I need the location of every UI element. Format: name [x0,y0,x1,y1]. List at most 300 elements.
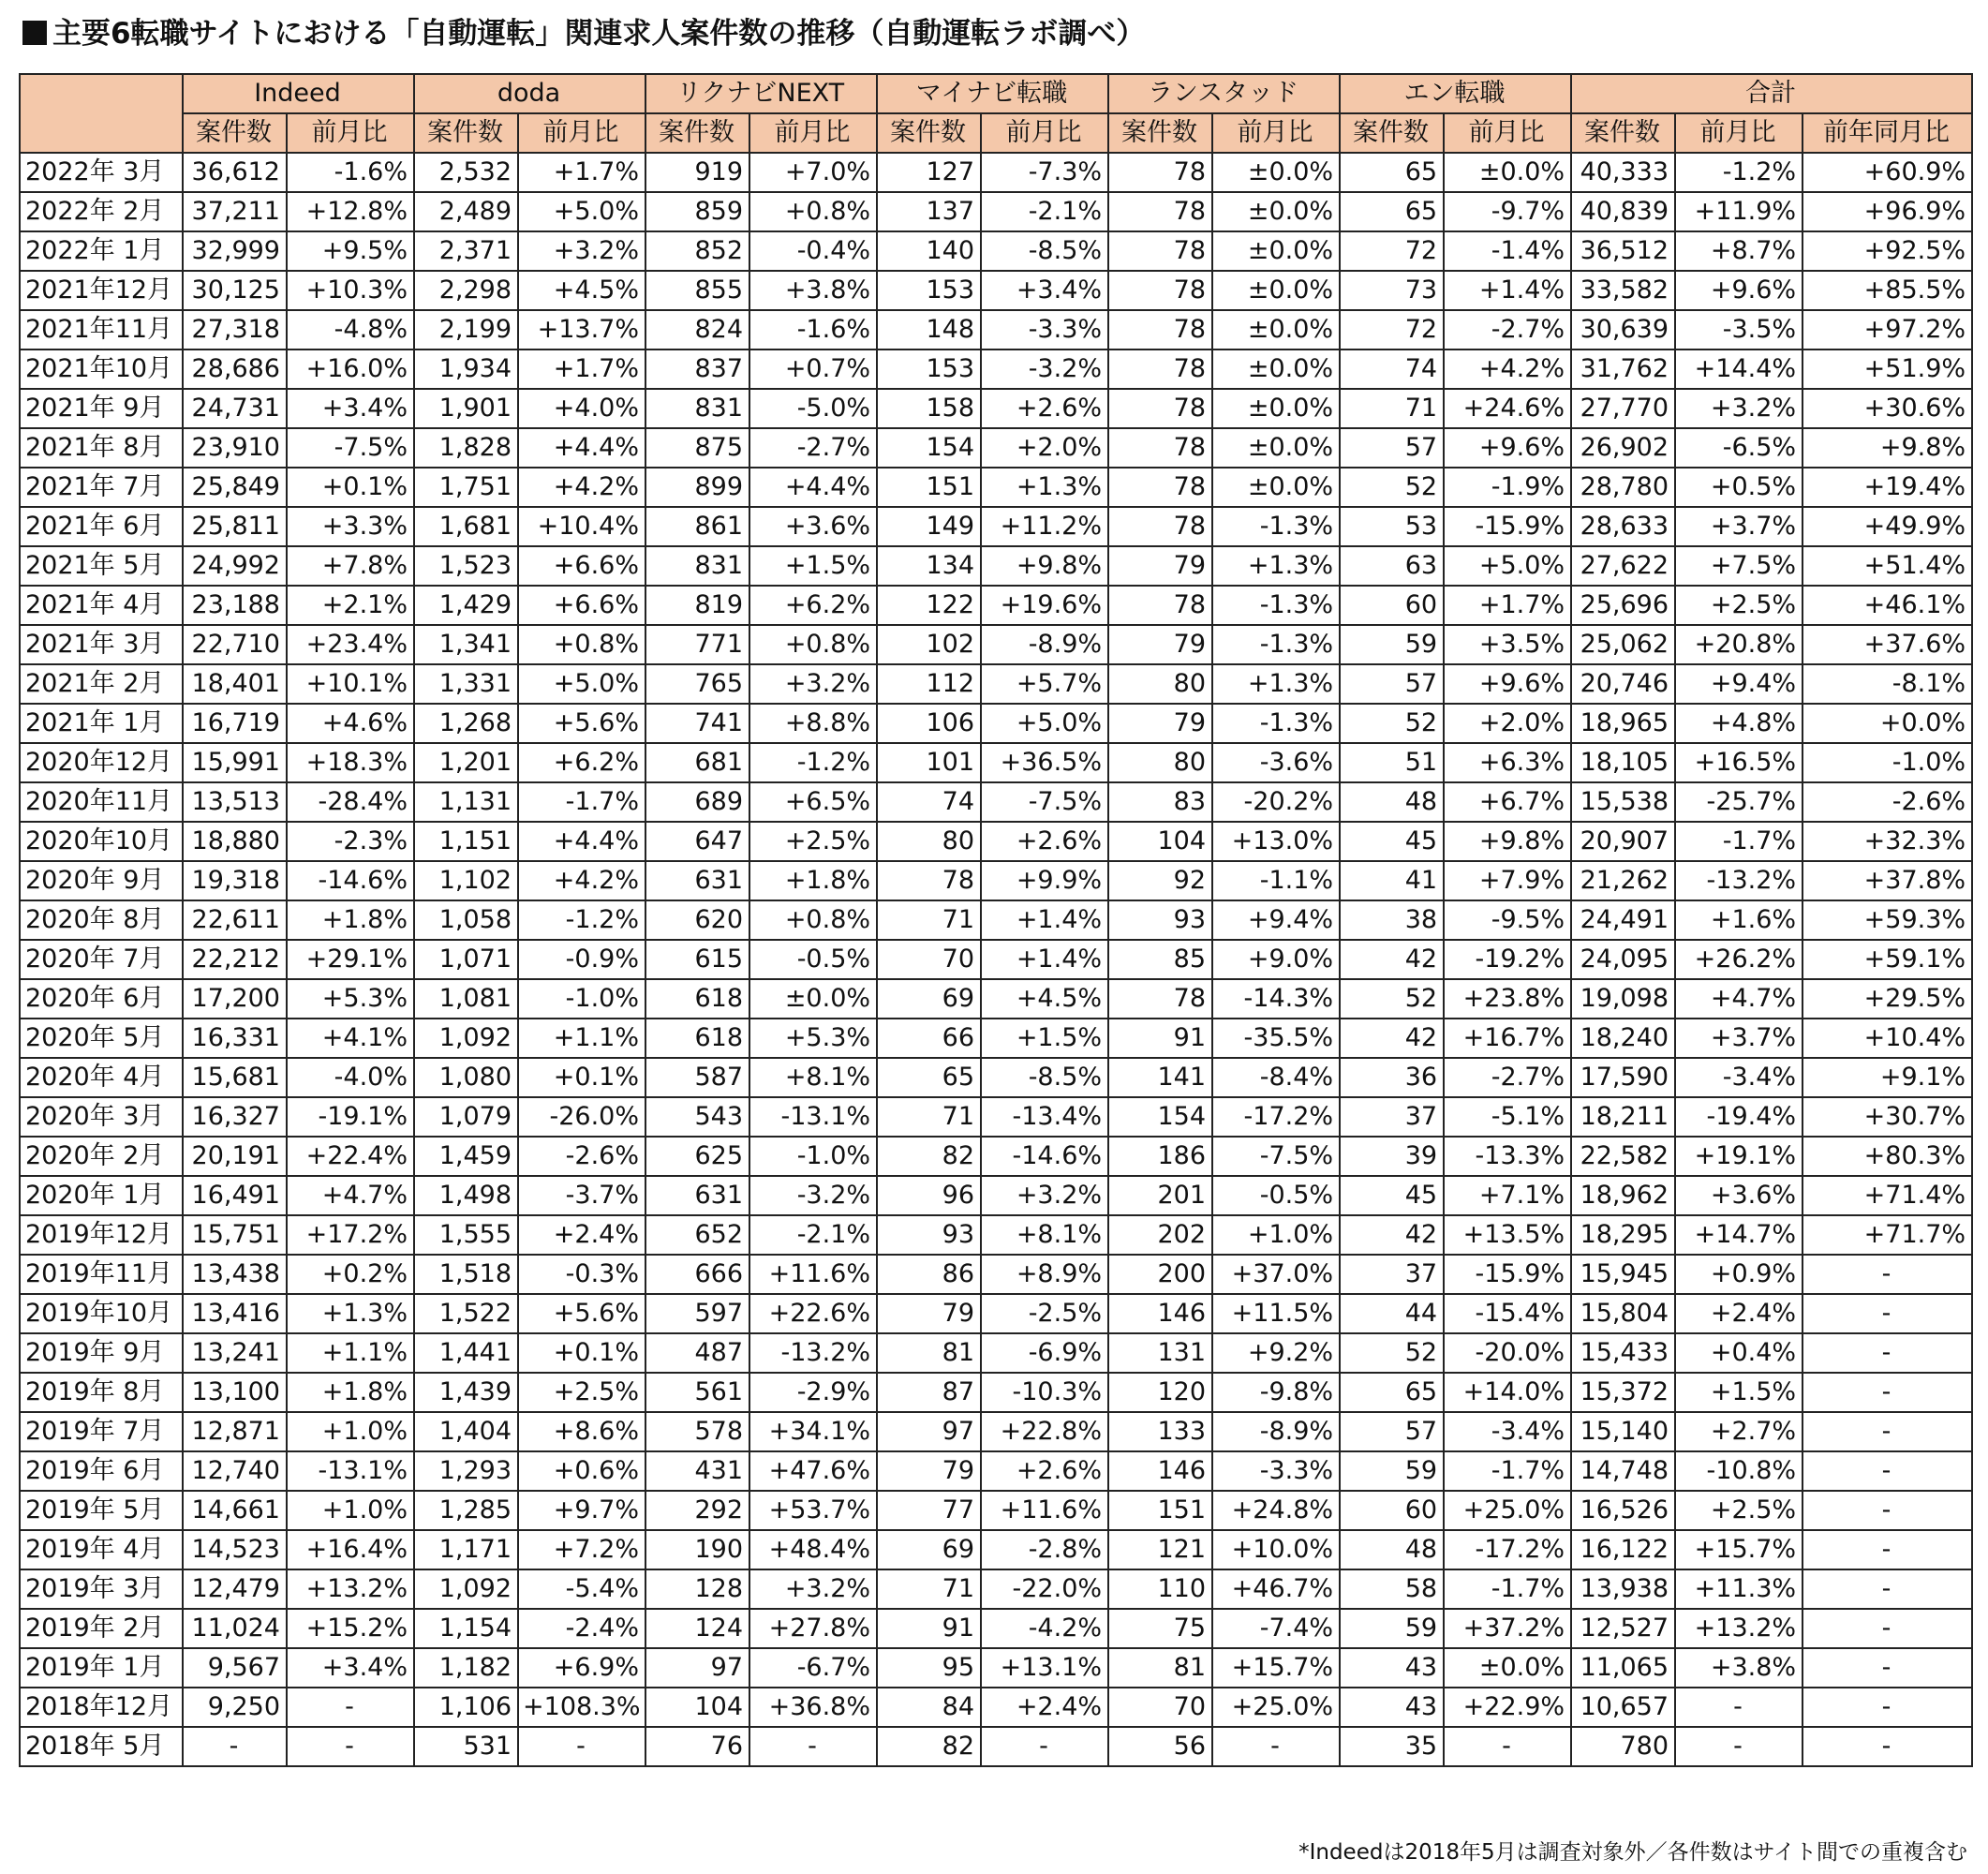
value-cell: -9.8% [1212,1373,1340,1412]
table-row [20,625,1972,664]
value-cell: 1,268 [414,704,518,743]
value-cell: 13,416 [183,1294,287,1333]
value-cell: 57 [1340,428,1444,468]
value-cell: +2.0% [981,428,1108,468]
value-cell: +27.8% [749,1609,877,1648]
value-cell: 80 [877,822,981,861]
value-cell: 1,092 [414,1019,518,1058]
value-cell: 57 [1340,664,1444,704]
value-cell: 42 [1340,1019,1444,1058]
value-cell: 37,211 [183,192,287,231]
value-cell: 151 [1108,1491,1212,1530]
value-cell: 30,125 [183,271,287,310]
value-cell: - [1803,1451,1972,1491]
value-cell: +5.6% [518,704,645,743]
value-cell: 13,513 [183,782,287,822]
value-cell: +36.5% [981,743,1108,782]
value-cell: 74 [877,782,981,822]
value-cell: 2,199 [414,310,518,350]
value-cell: -3.7% [518,1176,645,1215]
value-cell: 80 [1108,743,1212,782]
value-cell: 681 [645,743,749,782]
value-cell: 1,151 [414,822,518,861]
month-cell: 2020年 6月 [20,979,183,1019]
value-cell: -28.4% [287,782,414,822]
value-cell: - [287,1727,414,1766]
value-cell: 86 [877,1255,981,1294]
value-cell: 25,062 [1571,625,1675,664]
value-cell: +51.4% [1803,546,1972,586]
value-cell: 93 [877,1215,981,1255]
table-row [20,1648,1972,1688]
value-cell: -3.4% [1675,1058,1803,1097]
value-cell: +10.4% [1803,1019,1972,1058]
value-cell: -1.0% [1803,743,1972,782]
value-cell: 1,498 [414,1176,518,1215]
value-cell: +25.0% [1212,1688,1340,1727]
value-cell: 647 [645,822,749,861]
value-cell: 1,293 [414,1451,518,1491]
value-cell: ±0.0% [1212,153,1340,192]
value-cell: 59 [1340,625,1444,664]
value-cell: +1.6% [1675,900,1803,940]
value-cell: 124 [645,1609,749,1648]
value-cell: 186 [1108,1137,1212,1176]
value-cell: +9.6% [1444,428,1571,468]
value-cell: 1,828 [414,428,518,468]
table-row [20,1451,1972,1491]
footnote: *Indeedは2018年5月は調査対象外／各件数はサイト間での重複含む [1298,1840,1967,1865]
value-cell: 146 [1108,1294,1212,1333]
value-cell: 14,523 [183,1530,287,1569]
value-cell: 84 [877,1688,981,1727]
value-cell: +3.5% [1444,625,1571,664]
value-cell: +3.7% [1675,1019,1803,1058]
value-cell: 18,401 [183,664,287,704]
value-cell: +23.4% [287,625,414,664]
value-cell: +14.0% [1444,1373,1571,1412]
value-cell: 16,122 [1571,1530,1675,1569]
value-cell: +4.2% [1444,350,1571,389]
value-cell: 96 [877,1176,981,1215]
month-cell: 2021年10月 [20,350,183,389]
value-cell: - [749,1727,877,1766]
value-cell: 23,910 [183,428,287,468]
value-cell: +3.8% [1675,1648,1803,1688]
value-cell: -1.9% [1444,468,1571,507]
value-cell: -0.3% [518,1255,645,1294]
value-cell: 23,188 [183,586,287,625]
value-cell: -3.2% [981,350,1108,389]
value-cell: -0.4% [749,231,877,271]
black-square-icon [22,21,47,45]
table-row [20,231,1972,271]
value-cell: 59 [1340,1609,1444,1648]
table-row [20,310,1972,350]
value-cell: 1,523 [414,546,518,586]
value-cell: +2.5% [749,822,877,861]
value-cell: 15,140 [1571,1412,1675,1451]
value-cell: 1,441 [414,1333,518,1373]
value-cell: +9.7% [518,1491,645,1530]
value-cell: +4.2% [518,861,645,900]
value-cell: -7.4% [1212,1609,1340,1648]
value-cell: +24.8% [1212,1491,1340,1530]
site-header-randstad: ランスタッド [1108,74,1340,113]
value-cell: 40,839 [1571,192,1675,231]
value-cell: -6.5% [1675,428,1803,468]
value-cell: +3.2% [749,664,877,704]
value-cell: +13.2% [1675,1609,1803,1648]
table-row [20,1491,1972,1530]
value-cell: +5.6% [518,1294,645,1333]
value-cell: 65 [1340,192,1444,231]
month-cell: 2020年 9月 [20,861,183,900]
value-cell: +2.6% [981,822,1108,861]
value-cell: 31,762 [1571,350,1675,389]
value-cell: -13.2% [749,1333,877,1373]
value-cell: +1.4% [981,900,1108,940]
value-cell: 56 [1108,1727,1212,1766]
table-row [20,1609,1972,1648]
value-cell: - [1803,1569,1972,1609]
table-row [20,271,1972,310]
value-cell: 127 [877,153,981,192]
value-cell: -1.3% [1212,704,1340,743]
value-cell: +17.2% [287,1215,414,1255]
value-cell: +22.6% [749,1294,877,1333]
value-cell: 1,201 [414,743,518,782]
month-cell: 2018年 5月 [20,1727,183,1766]
value-cell: -5.4% [518,1569,645,1609]
sub-header-mom: 前月比 [287,113,414,153]
value-cell: -8.1% [1803,664,1972,704]
month-cell: 2020年11月 [20,782,183,822]
value-cell: -1.7% [1444,1451,1571,1491]
value-cell: 71 [1340,389,1444,428]
sub-header-mom: 前月比 [1444,113,1571,153]
value-cell: -1.3% [1212,625,1340,664]
month-cell: 2021年 7月 [20,468,183,507]
value-cell: 431 [645,1451,749,1491]
sub-header-count: 案件数 [414,113,518,153]
value-cell: 618 [645,979,749,1019]
value-cell: 42 [1340,1215,1444,1255]
value-cell: +1.5% [1675,1373,1803,1412]
value-cell: +16.7% [1444,1019,1571,1058]
value-cell: 875 [645,428,749,468]
value-cell: 1,154 [414,1609,518,1648]
value-cell: -1.3% [1212,507,1340,546]
value-cell: +19.1% [1675,1137,1803,1176]
value-cell: 78 [1108,389,1212,428]
value-cell: 20,746 [1571,664,1675,704]
value-cell: - [1803,1294,1972,1333]
value-cell: -9.5% [1444,900,1571,940]
value-cell: +5.0% [518,192,645,231]
job-count-table [19,73,1973,1767]
value-cell: 52 [1340,704,1444,743]
value-cell: +6.6% [518,586,645,625]
value-cell: ±0.0% [1444,153,1571,192]
value-cell: +7.2% [518,1530,645,1569]
value-cell: +46.1% [1803,586,1972,625]
value-cell: 12,479 [183,1569,287,1609]
value-cell: 39 [1340,1137,1444,1176]
value-cell: +9.8% [1444,822,1571,861]
value-cell: +2.4% [981,1688,1108,1727]
value-cell: 72 [1340,231,1444,271]
value-cell: +71.7% [1803,1215,1972,1255]
value-cell: -2.1% [981,192,1108,231]
value-cell: 16,327 [183,1097,287,1137]
value-cell: 12,527 [1571,1609,1675,1648]
value-cell: 1,341 [414,625,518,664]
month-cell: 2020年 7月 [20,940,183,979]
value-cell: +0.1% [518,1058,645,1097]
value-cell: 79 [1108,704,1212,743]
table-row [20,1569,1972,1609]
value-cell: +49.9% [1803,507,1972,546]
sub-header-mom: 前月比 [1212,113,1340,153]
value-cell: +9.4% [1675,664,1803,704]
value-cell: 82 [877,1727,981,1766]
value-cell: -8.9% [1212,1412,1340,1451]
value-cell: 60 [1340,1491,1444,1530]
value-cell: 104 [645,1688,749,1727]
value-cell: +1.3% [1212,664,1340,704]
month-cell: 2019年 6月 [20,1451,183,1491]
value-cell: +1.0% [287,1491,414,1530]
value-cell: +1.7% [518,153,645,192]
value-cell: +0.1% [518,1333,645,1373]
value-cell: +0.8% [749,192,877,231]
value-cell: 40,333 [1571,153,1675,192]
value-cell: +9.2% [1212,1333,1340,1373]
value-cell: 48 [1340,782,1444,822]
value-cell: -13.4% [981,1097,1108,1137]
value-cell: 25,696 [1571,586,1675,625]
value-cell: -5.1% [1444,1097,1571,1137]
value-cell: +8.1% [749,1058,877,1097]
value-cell: +7.1% [1444,1176,1571,1215]
value-cell: -14.6% [981,1137,1108,1176]
value-cell: +30.7% [1803,1097,1972,1137]
value-cell: +9.5% [287,231,414,271]
value-cell: +9.1% [1803,1058,1972,1097]
month-cell: 2022年 3月 [20,153,183,192]
value-cell: +2.1% [287,586,414,625]
value-cell: - [1803,1333,1972,1373]
value-cell: -8.5% [981,231,1108,271]
value-cell: -7.5% [1212,1137,1340,1176]
value-cell: -20.2% [1212,782,1340,822]
value-cell: 71 [877,1097,981,1137]
value-cell: -4.8% [287,310,414,350]
sub-header-count: 案件数 [183,113,287,153]
value-cell: +11.3% [1675,1569,1803,1609]
value-cell: 153 [877,271,981,310]
corner-cell [20,74,183,153]
table-row [20,900,1972,940]
value-cell: 12,871 [183,1412,287,1451]
value-cell: 37 [1340,1097,1444,1137]
value-cell: +0.7% [749,350,877,389]
value-cell: 487 [645,1333,749,1373]
value-cell: 32,999 [183,231,287,271]
value-cell: +11.9% [1675,192,1803,231]
value-cell: 200 [1108,1255,1212,1294]
value-cell: 148 [877,310,981,350]
value-cell: 831 [645,389,749,428]
value-cell: +59.1% [1803,940,1972,979]
value-cell: -2.1% [749,1215,877,1255]
value-cell: 13,938 [1571,1569,1675,1609]
value-cell: -14.3% [1212,979,1340,1019]
value-cell: +80.3% [1803,1137,1972,1176]
value-cell: 102 [877,625,981,664]
value-cell: -7.5% [287,428,414,468]
value-cell: - [1803,1609,1972,1648]
month-cell: 2019年 1月 [20,1648,183,1688]
value-cell: 15,991 [183,743,287,782]
value-cell: +34.1% [749,1412,877,1451]
value-cell: -15.9% [1444,1255,1571,1294]
value-cell: 22,710 [183,625,287,664]
value-cell: 73 [1340,271,1444,310]
value-cell: 78 [1108,153,1212,192]
value-cell: 106 [877,704,981,743]
value-cell: 202 [1108,1215,1212,1255]
value-cell: -2.5% [981,1294,1108,1333]
month-cell: 2021年 2月 [20,664,183,704]
value-cell: 780 [1571,1727,1675,1766]
value-cell: +0.0% [1803,704,1972,743]
table-row [20,468,1972,507]
table-row [20,1255,1972,1294]
value-cell: +15.7% [1212,1648,1340,1688]
value-cell: 292 [645,1491,749,1530]
value-cell: -25.7% [1675,782,1803,822]
value-cell: 154 [877,428,981,468]
value-cell: 70 [877,940,981,979]
month-cell: 2019年 7月 [20,1412,183,1451]
month-cell: 2021年 4月 [20,586,183,625]
value-cell: 1,285 [414,1491,518,1530]
site-header-row [20,74,1972,113]
value-cell: -1.0% [749,1137,877,1176]
value-cell: - [1803,1727,1972,1766]
value-cell: 831 [645,546,749,586]
value-cell: -13.1% [287,1451,414,1491]
value-cell: 71 [877,1569,981,1609]
value-cell: ±0.0% [1212,468,1340,507]
value-cell: +5.3% [287,979,414,1019]
value-cell: 819 [645,586,749,625]
value-cell: +20.8% [1675,625,1803,664]
value-cell: 14,661 [183,1491,287,1530]
value-cell: 18,295 [1571,1215,1675,1255]
month-cell: 2020年 1月 [20,1176,183,1215]
value-cell: 9,567 [183,1648,287,1688]
table-row [20,782,1972,822]
value-cell: -3.3% [981,310,1108,350]
value-cell: -8.9% [981,625,1108,664]
value-cell: -26.0% [518,1097,645,1137]
sub-header-mom: 前月比 [981,113,1108,153]
value-cell: 85 [1108,940,1212,979]
value-cell: -19.2% [1444,940,1571,979]
value-cell: - [1444,1727,1571,1766]
value-cell: 97 [877,1412,981,1451]
value-cell: +51.9% [1803,350,1972,389]
value-cell: 87 [877,1373,981,1412]
value-cell: 1,058 [414,900,518,940]
value-cell: +4.0% [518,389,645,428]
value-cell: 2,532 [414,153,518,192]
value-cell: +2.6% [981,389,1108,428]
value-cell: +24.6% [1444,389,1571,428]
value-cell: 1,901 [414,389,518,428]
table-row [20,153,1972,192]
table-row [20,546,1972,586]
value-cell: 79 [877,1294,981,1333]
value-cell: 618 [645,1019,749,1058]
month-cell: 2020年 3月 [20,1097,183,1137]
value-cell: +16.4% [287,1530,414,1569]
value-cell: 11,065 [1571,1648,1675,1688]
value-cell: +3.7% [1675,507,1803,546]
value-cell: +3.2% [749,1569,877,1609]
value-cell: - [1675,1688,1803,1727]
value-cell: 13,100 [183,1373,287,1412]
value-cell: +10.1% [287,664,414,704]
value-cell: +0.5% [1675,468,1803,507]
value-cell: 1,079 [414,1097,518,1137]
value-cell: -19.4% [1675,1097,1803,1137]
value-cell: +0.6% [518,1451,645,1491]
value-cell: 25,811 [183,507,287,546]
table-row [20,507,1972,546]
value-cell: 52 [1340,468,1444,507]
value-cell: 12,740 [183,1451,287,1491]
value-cell: 15,945 [1571,1255,1675,1294]
value-cell: +9.0% [1212,940,1340,979]
value-cell: 27,622 [1571,546,1675,586]
value-cell: +8.9% [981,1255,1108,1294]
value-cell: +1.8% [287,1373,414,1412]
value-cell: +0.2% [287,1255,414,1294]
value-cell: 78 [1108,271,1212,310]
value-cell: +12.8% [287,192,414,231]
value-cell: -3.3% [1212,1451,1340,1491]
value-cell: ±0.0% [1212,310,1340,350]
value-cell: +97.2% [1803,310,1972,350]
value-cell: - [1803,1688,1972,1727]
value-cell: 852 [645,231,749,271]
value-cell: 22,611 [183,900,287,940]
value-cell: +1.4% [1444,271,1571,310]
value-cell: -1.4% [1444,231,1571,271]
value-cell: 1,518 [414,1255,518,1294]
value-cell: 578 [645,1412,749,1451]
value-cell: +4.1% [287,1019,414,1058]
sub-header-count: 案件数 [645,113,749,153]
value-cell: 66 [877,1019,981,1058]
value-cell: 52 [1340,979,1444,1019]
table-row [20,1137,1972,1176]
value-cell: 65 [877,1058,981,1097]
